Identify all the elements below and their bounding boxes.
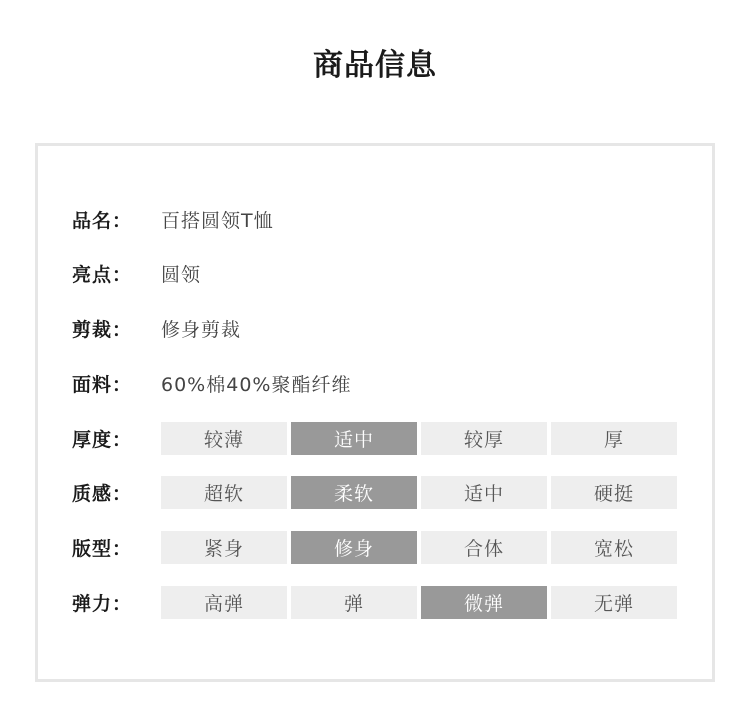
elasticity-option: 弹 <box>291 586 417 619</box>
info-row-thickness <box>72 421 677 455</box>
info-row-highlight <box>72 256 201 290</box>
elasticity-option: 无弹 <box>551 586 677 619</box>
cut-value: 修身剪裁 <box>161 318 242 341</box>
elasticity-scale <box>161 586 677 619</box>
fit-scale <box>161 531 677 564</box>
info-row-fit <box>72 530 677 564</box>
highlight-label: 亮点： <box>72 263 133 286</box>
fit-option: 宽松 <box>551 531 677 564</box>
thickness-option: 较厚 <box>421 422 547 455</box>
thickness-scale <box>161 422 677 455</box>
info-row-fabric <box>72 366 351 400</box>
texture-option: 超软 <box>161 476 287 509</box>
info-row-name <box>72 202 274 236</box>
fit-label: 版型： <box>72 537 133 560</box>
elasticity-option: 微弹 <box>421 586 547 619</box>
thickness-option: 厚 <box>551 422 677 455</box>
texture-scale <box>161 476 677 509</box>
name-value: 百搭圆领T恤 <box>161 209 274 232</box>
page-title: 商品信息 <box>313 48 437 83</box>
name-label: 品名： <box>72 209 133 232</box>
fit-option: 合体 <box>421 531 547 564</box>
fit-option: 紧身 <box>161 531 287 564</box>
info-row-cut <box>72 311 241 345</box>
texture-option: 适中 <box>421 476 547 509</box>
thickness-option: 适中 <box>291 422 417 455</box>
info-row-elasticity <box>72 585 677 619</box>
thickness-label: 厚度： <box>72 428 133 451</box>
texture-option: 柔软 <box>291 476 417 509</box>
info-row-texture <box>72 475 677 509</box>
texture-option: 硬挺 <box>551 476 677 509</box>
cut-label: 剪裁： <box>72 318 133 341</box>
elasticity-label: 弹力： <box>72 592 133 615</box>
elasticity-option: 高弹 <box>161 586 287 619</box>
fabric-value: 60%棉40%聚酯纤维 <box>161 373 352 396</box>
highlight-value: 圆领 <box>161 263 202 286</box>
texture-label: 质感： <box>72 482 133 505</box>
thickness-option: 较薄 <box>161 422 287 455</box>
fit-option: 修身 <box>291 531 417 564</box>
fabric-label: 面料： <box>72 373 133 396</box>
